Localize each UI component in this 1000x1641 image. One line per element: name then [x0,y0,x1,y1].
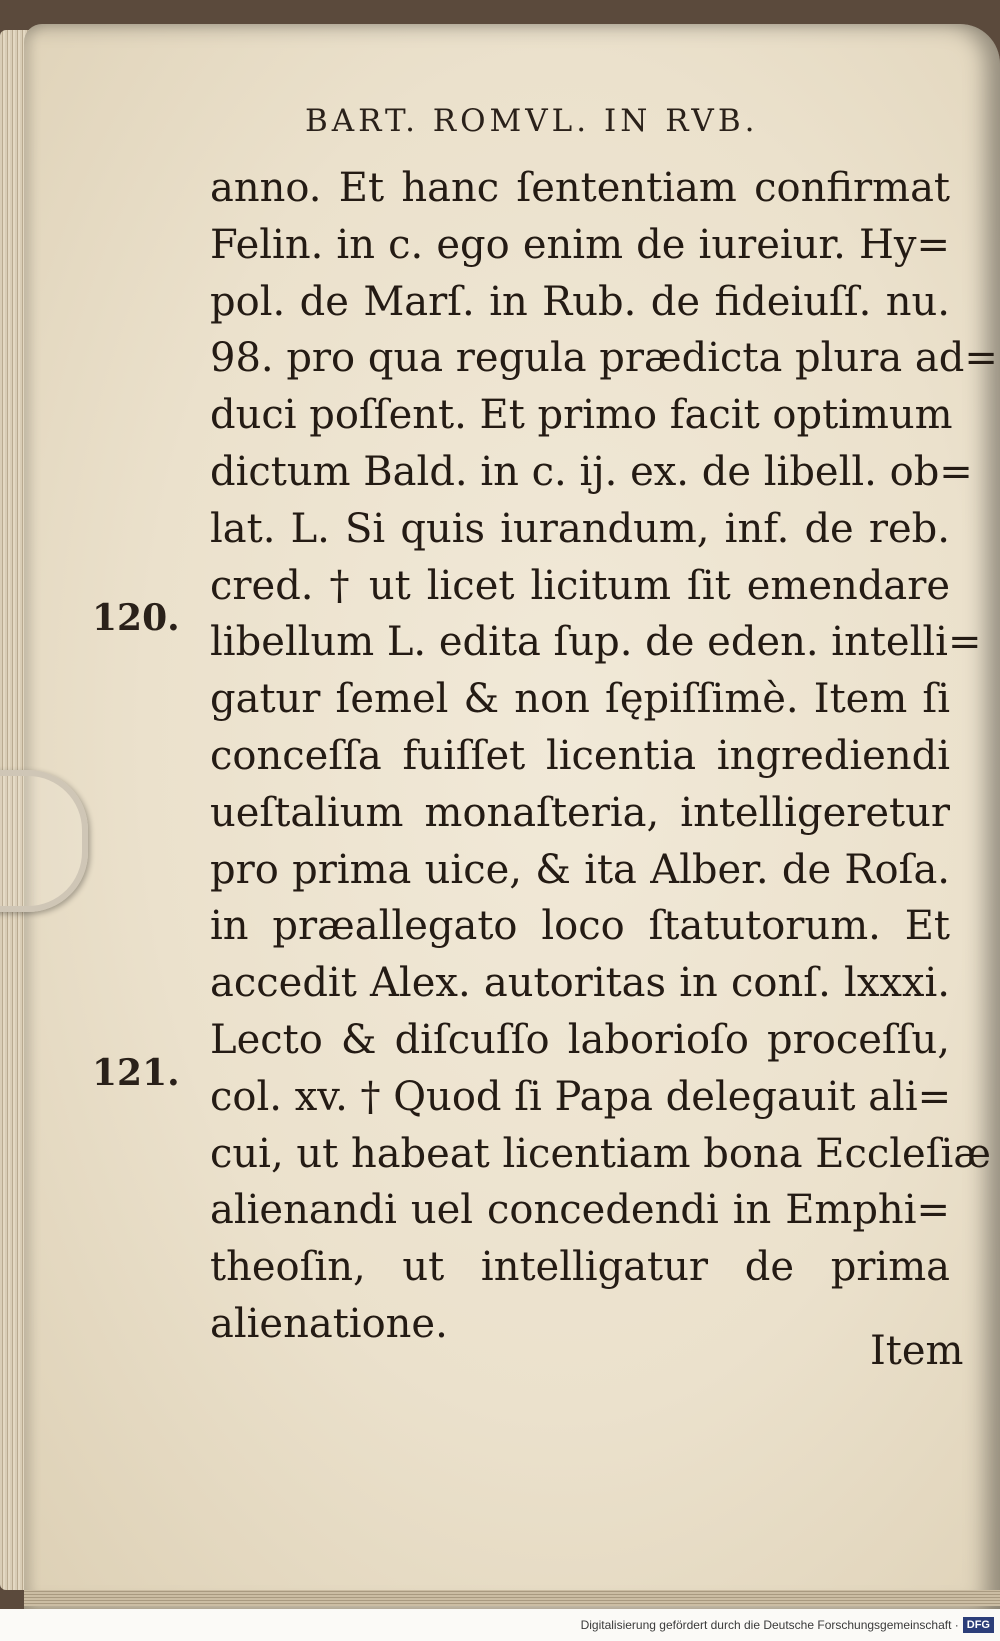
text-line: duci poſſent. Et primo facit optimum [210,392,953,439]
text-line: col. xv. † Quod ſi Papa delegauit ali= [210,1073,952,1120]
text-line: Felin. in c. ego enim de iureiur. Hy= [210,221,950,268]
text-line: theoſin, ut intelligatur de prima [210,1244,950,1291]
dfg-logo: DFG [963,1617,994,1633]
text-line: in præallegato loco ſtatutorum. Et [210,903,950,950]
text-line: cred. † ut licet licitum ſit emendare [210,562,950,609]
footer-text: Digitalisierung gefördert durch die Deutsche Forschungsgemeinschaft · [580,1618,959,1632]
margin-note-120: 120. [92,597,180,639]
text-line: Lecto & diſcuſſo laborioſo proceſſu, [210,1016,950,1063]
text-line: ueſtalium monaſteria, intelligeretur [210,789,950,836]
text-line: cui, ut habeat licentiam bona Eccleſiæ [210,1130,991,1177]
text-line: libellum L. edita ſup. de eden. intelli= [210,619,982,666]
text-line: dictum Bald. in c. ij. ex. de libell. ob= [210,448,973,495]
digitization-footer [0,1609,1000,1641]
margin-note-121: 121. [92,1052,180,1094]
text-line: alienandi uel concedendi in Emphi= [210,1187,950,1234]
text-line: accedit Alex. autoritas in conſ. lxxxi. [210,960,950,1007]
text-line: 98. pro qua regula prædicta plura ad= [210,335,998,382]
text-line: anno. Et hanc ſententiam confirmat [210,165,950,211]
text-line: pro prima uice, & ita Alber. de Roſa. [210,846,950,893]
text-line: gatur ſemel & non ſępiſſimè. Item ſi [210,676,950,723]
catchword: Item [870,1328,964,1374]
text-line: alienatione. [210,1300,448,1347]
running-header: BART. ROMVL. IN RVB. [305,103,759,139]
page-bottom-edge [24,1590,1000,1606]
text-line: conceſſa fuiſſet licentia ingrediendi [210,732,950,779]
text-line: lat. L. Si quis iurandum, inf. de reb. [210,505,950,552]
body-text [210,160,998,1353]
text-line: pol. de Marſ. in Rub. de fideiuſſ. nu. [210,278,950,325]
